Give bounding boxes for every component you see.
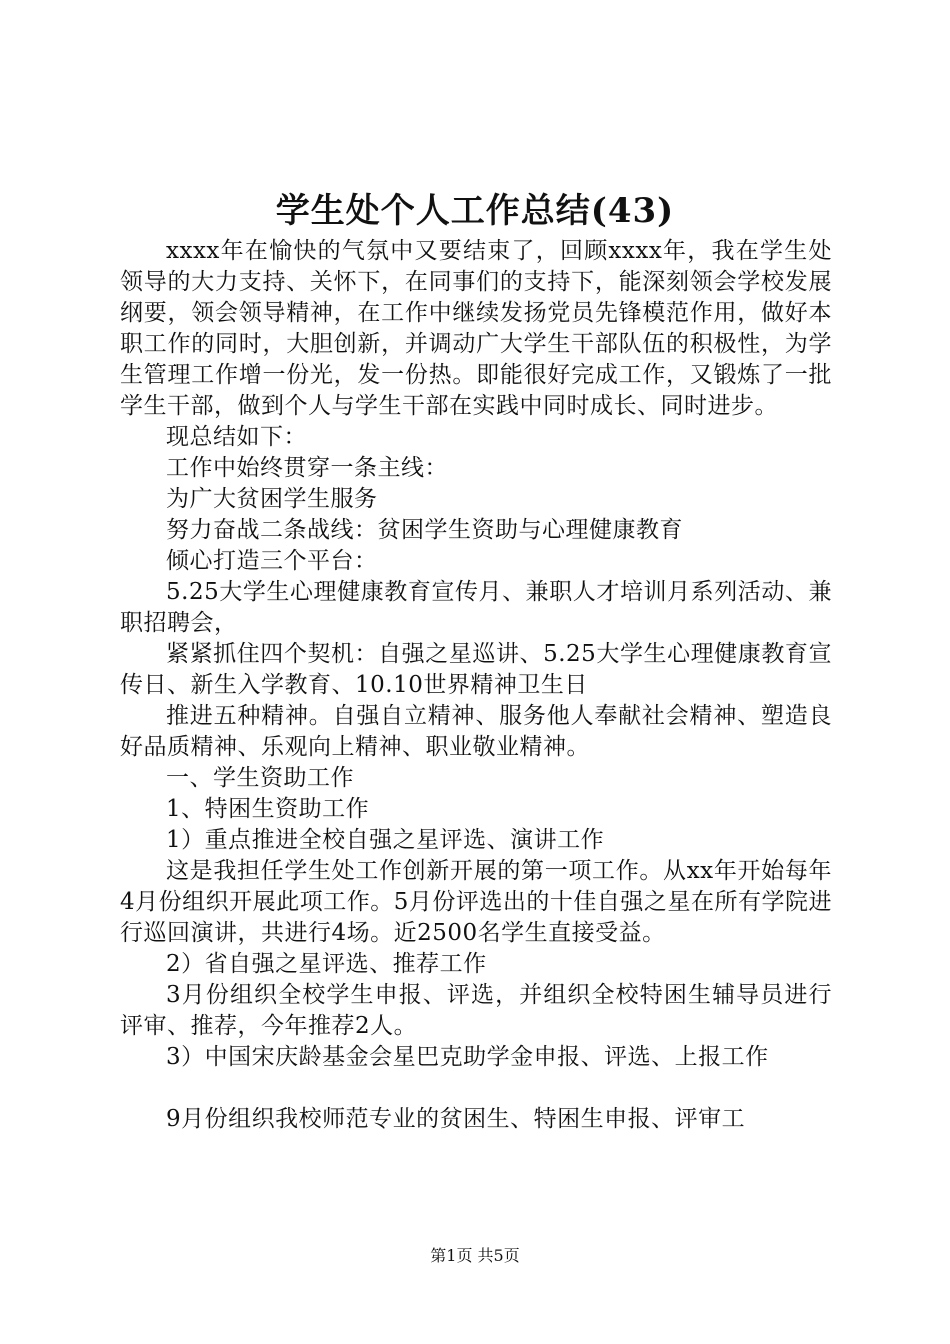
document-body <box>120 236 832 1135</box>
subsection-heading-poverty-aid: 1、特困生资助工作 <box>166 796 370 822</box>
paragraph-main-line: 工作中始终贯穿一条主线： <box>166 455 448 481</box>
paragraph-serve-students: 为广大贫困学生服务 <box>166 486 378 512</box>
paragraph-self-reliance-star: 这是我担任学生处工作创新开展的第一项工作。从xx年开始每年4月份组织开展此项工作。5月份评选出的十佳自强之星在所有学院进行巡回演讲，共进行4场。近2500名学生直接受益。 <box>120 858 832 946</box>
paragraph-summary-lead: 现总结如下： <box>166 424 307 450</box>
paragraph-intro: xxxx年在愉快的气氛中又要结束了，回顾xxxx年，我在学生处领导的大力支持、关怀下，在同事们的支持下，能深刻领会学校发展纲要，领会领导精神，在工作中继续发扬党员先锋模范作用，做好本职工作的同时，大胆创新，并调动广大学生干部队伍的积极性，为学生管理工作增一份光，发一份热。即能很好完成工作，又锻炼了一批学生干部，做到个人与学生干部在实践中同时成长、同时进步。 <box>120 238 832 419</box>
section-heading-student-aid: 一、学生资助工作 <box>166 765 354 791</box>
paragraph-provincial-star: 3月份组织全校学生申报、评选，并组织全校特困生辅导员进行评审、推荐，今年推荐2人。 <box>120 982 832 1039</box>
document-title: 学生处个人工作总结(43) <box>275 191 675 231</box>
blank-line <box>120 1073 832 1104</box>
item-heading-provincial-star: 2）省自强之星评选、推荐工作 <box>166 951 487 977</box>
paragraph-three-platforms: 倾心打造三个平台： <box>166 548 378 574</box>
paragraph-four-opportunities: 紧紧抓住四个契机：自强之星巡讲、5.25大学生心理健康教育宣传日、新生入学教育、10.10世界精神卫生日 <box>120 641 832 698</box>
paragraph-september-application: 9月份组织我校师范专业的贫困生、特困生申报、评审工 <box>166 1106 746 1132</box>
paragraph-two-fronts: 努力奋战二条战线：贫困学生资助与心理健康教育 <box>166 517 683 543</box>
item-heading-starbucks-grant: 3）中国宋庆龄基金会星巴克助学金申报、评选、上报工作 <box>166 1044 769 1070</box>
item-heading-self-reliance-star: 1）重点推进全校自强之星评选、演讲工作 <box>166 827 605 853</box>
paragraph-platform-list: 5.25大学生心理健康教育宣传月、兼职人才培训月系列活动、兼职招聘会， <box>120 579 832 636</box>
paragraph-five-spirits: 推进五种精神。自强自立精神、服务他人奉献社会精神、塑造良好品质精神、乐观向上精神、职业敬业精神。 <box>120 703 832 760</box>
page-footer: 第1页 共5页 <box>430 1246 520 1265</box>
